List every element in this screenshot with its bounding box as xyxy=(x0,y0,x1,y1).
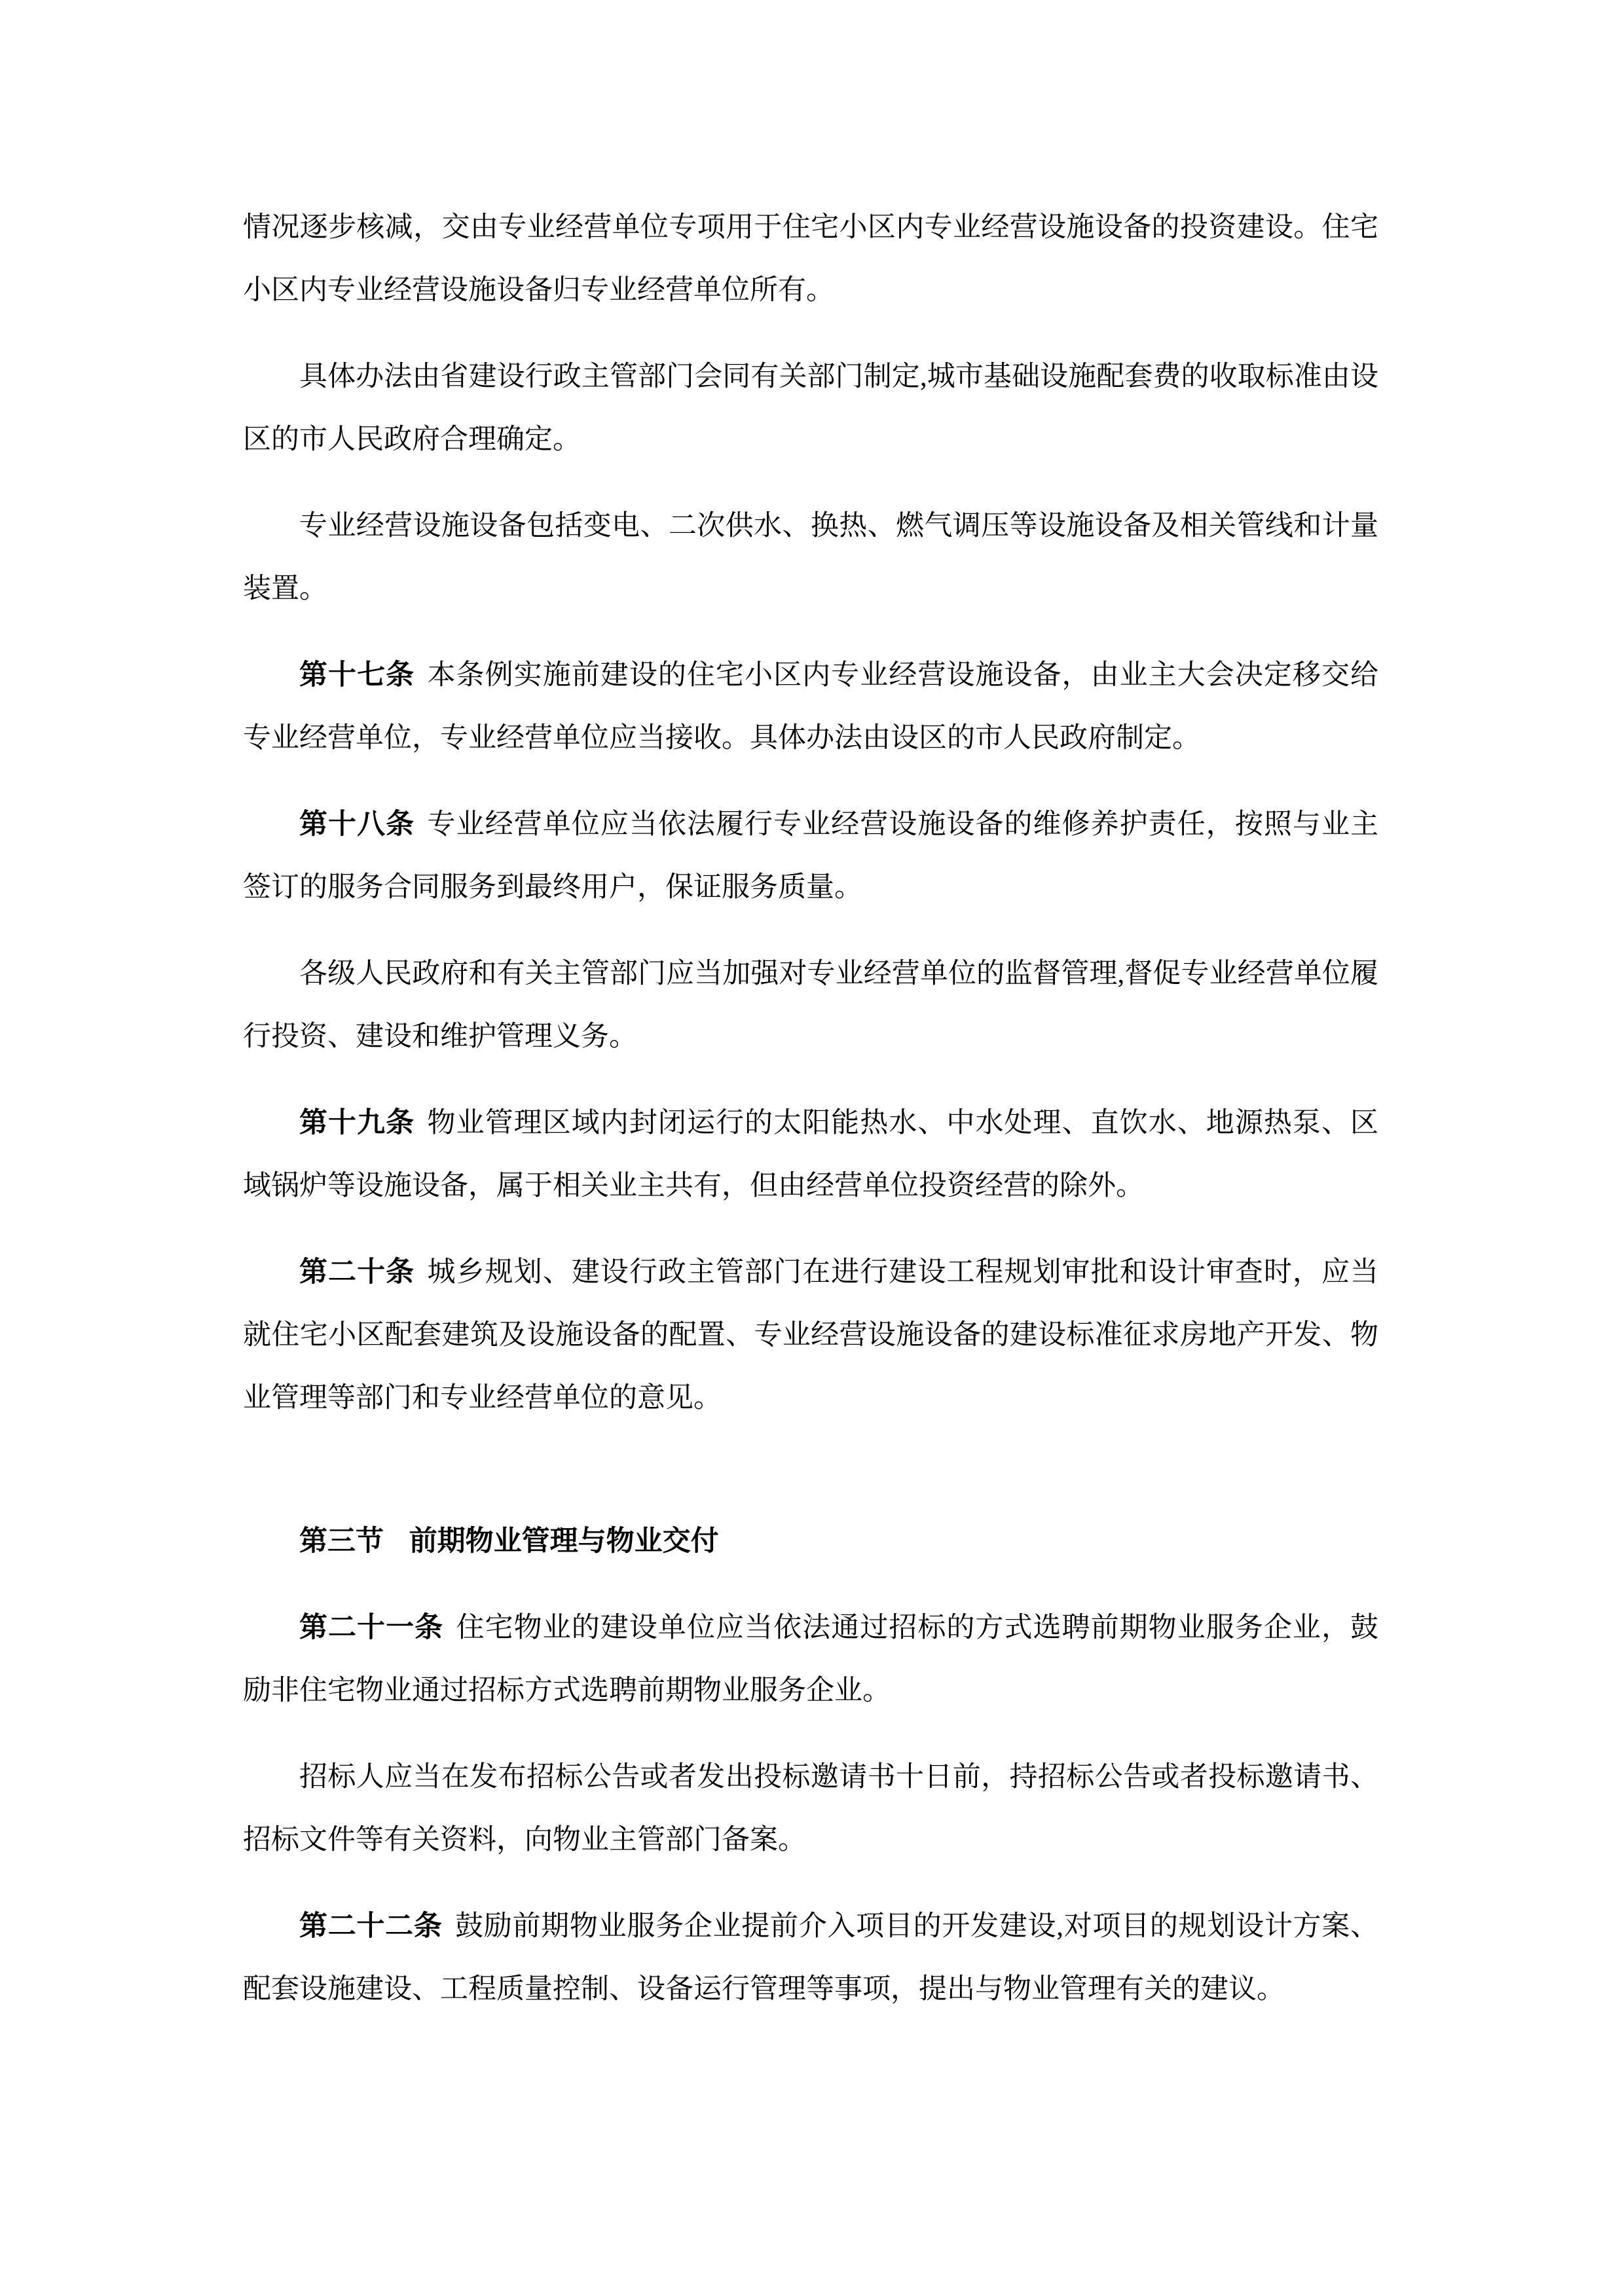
article-paragraph xyxy=(243,1092,1378,1218)
document-content xyxy=(243,196,1378,2045)
article-text: 鼓励前期物业服务企业提前介入项目的开发建设,对项目的规划设计方案、配套设施建设、工程质量控制、设备运行管理等事项，提出与物业管理有关的建议。 xyxy=(243,1911,1379,2005)
article-number-label: 第二十一条 xyxy=(299,1613,444,1643)
article-text: 物业管理区域内封闭运行的太阳能热水、中水处理、直饮水、地源热泵、区域锅炉等设施设备，属于相关业主共有，但由经营单位投资经营的除外。 xyxy=(243,1108,1379,1201)
article-paragraph xyxy=(243,1241,1378,1430)
article-paragraph xyxy=(243,1895,1378,2021)
paragraph-continuation: 情况逐步核减，交由专业经营单位专项用于住宅小区内专业经营设施设备的投资建设。住宅小区内专业经营设施设备归专业经营单位所有。 xyxy=(243,212,1378,306)
article-number-label: 第十九条 xyxy=(299,1108,415,1139)
article-text: 城乡规划、建设行政主管部门在进行建设工程规划审批和设计审查时，应当就住宅小区配套建筑及设施设备的配置、专业经营设施设备的建设标准征求房地产开发、物业管理等部门和专业经营单位的意见。 xyxy=(243,1257,1379,1413)
article-number-label: 第二十二条 xyxy=(299,1911,443,1942)
paragraph: 各级人民政府和有关主管部门应当加强对专业经营单位的监督管理,督促专业经营单位履行投资、建设和维护管理义务。 xyxy=(243,958,1378,1052)
article-text: 本条例实施前建设的住宅小区内专业经营设施设备，由业主大会决定移交给专业经营单位，专业经营单位应当接收。具体办法由设区的市人民政府制定。 xyxy=(243,660,1379,754)
article-text: 住宅物业的建设单位应当依法通过招标的方式选聘前期物业服务企业，鼓励非住宅物业通过招标方式选聘前期物业服务企业。 xyxy=(243,1613,1379,1706)
article-number-label: 第二十条 xyxy=(299,1257,415,1288)
article-paragraph xyxy=(243,793,1378,919)
article-text: 专业经营单位应当依法履行专业经营设施设备的维修养护责任，按照与业主签订的服务合同服务到最终用户，保证服务质量。 xyxy=(243,809,1379,903)
section-title: 前期物业管理与物业交付 xyxy=(409,1526,719,1557)
article-number-label: 第十七条 xyxy=(299,660,415,691)
paragraph: 具体办法由省建设行政主管部门会同有关部门制定,城市基础设施配套费的收取标准由设区的市人民政府合理确定。 xyxy=(243,361,1378,455)
article-paragraph xyxy=(243,1597,1378,1722)
article-paragraph xyxy=(243,644,1378,770)
section-heading xyxy=(243,1510,1378,1573)
paragraph: 招标人应当在发布招标公告或者发出投标邀请书十日前，持招标公告或者投标邀请书、招标文件等有关资料，向物业主管部门备案。 xyxy=(243,1762,1378,1855)
article-number-label: 第十八条 xyxy=(299,809,415,840)
section-number-label: 第三节 xyxy=(299,1526,384,1557)
paragraph: 专业经营设施设备包括变电、二次供水、换热、燃气调压等设施设备及相关管线和计量装置。 xyxy=(243,511,1378,604)
